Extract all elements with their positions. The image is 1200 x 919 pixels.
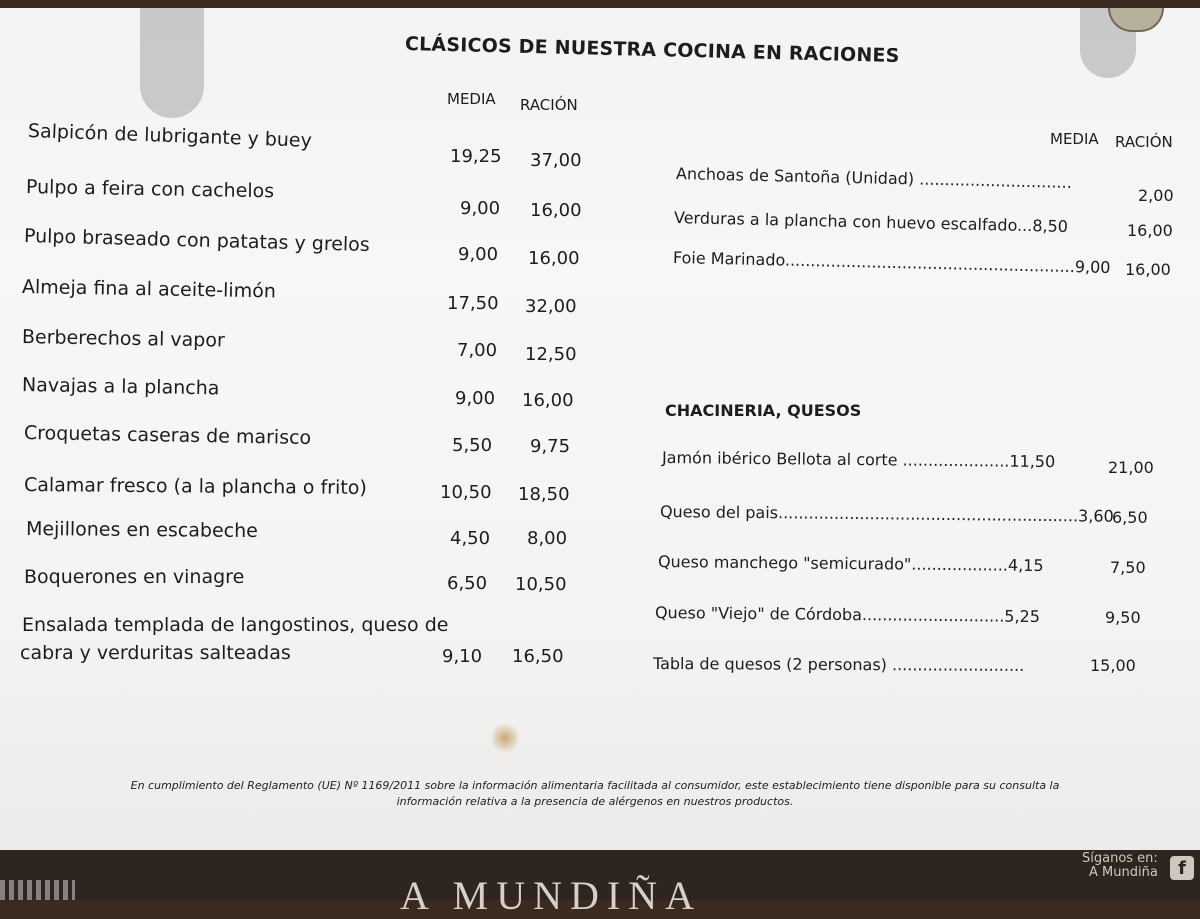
allergen-notice-line1: En cumplimiento del Reglamento (UE) Nº 1169/2011 sobre la información alimentaria facilitada al consumidor, este establecimiento tiene disponible para su consulta la — [130, 779, 1060, 792]
menu-item-racion: 16,00 — [1125, 260, 1171, 279]
menu-item-media: 10,50 — [440, 482, 492, 503]
menu-item-racion: 16,00 — [530, 200, 582, 221]
menu-item-media: 5,50 — [452, 435, 493, 456]
menu-item-media: 9,00 — [460, 198, 501, 219]
menu-title: CLÁSICOS DE NUESTRA COCINA EN RACIONES — [404, 33, 900, 68]
menu-item-name: Queso del pais...........................................................3,60 — [659, 502, 1114, 526]
header-media: MEDIA — [447, 90, 496, 108]
menu-item-name: Salpicón de lubrigante y buey — [27, 120, 313, 152]
menu-item-name: Pulpo braseado con patatas y grelos — [23, 225, 371, 257]
menu-sheet — [0, 8, 1200, 850]
menu-item-racion: 21,00 — [1108, 458, 1154, 477]
menu-item-racion: 16,50 — [512, 646, 564, 667]
menu-item-media: 7,00 — [457, 340, 498, 361]
menu-item-racion: 18,50 — [518, 484, 570, 505]
menu-item-media: 6,50 — [447, 573, 488, 594]
menu-item-name: Mejillones en escabeche — [25, 518, 258, 543]
menu-item-name: Calamar fresco (a la plancha o frito) — [23, 474, 367, 499]
menu-item-media: 9,00 — [458, 244, 499, 265]
menu-item-racion: 16,00 — [528, 248, 580, 269]
menu-item-name: Tabla de quesos (2 personas) .......................... — [652, 654, 1025, 675]
menu-item-racion: 16,00 — [1127, 221, 1173, 240]
menu-item-media: 4,50 — [450, 528, 491, 549]
menu-item-name: Queso manchego "semicurado"...................4,15 — [657, 552, 1044, 576]
menu-item-name: Foie Marinado.........................................................9,00 — [672, 248, 1111, 277]
menu-item-name: Verduras a la plancha con huevo escalfado...8,50 — [673, 208, 1069, 236]
section-title: CHACINERIA, QUESOS — [665, 401, 862, 420]
menu-item-name: Jamón ibérico Bellota al corte .....................11,50 — [661, 448, 1056, 472]
social-line1: Síganos en: — [1082, 851, 1158, 866]
stain — [490, 723, 520, 753]
menu-item-name: Ensalada templada de langostinos, queso de — [22, 614, 449, 636]
social-line2: A Mundiña — [1089, 865, 1158, 880]
menu-item-racion: 10,50 — [515, 574, 567, 595]
menu-item-racion: 9,75 — [530, 436, 571, 457]
menu-item-racion: 16,00 — [522, 390, 574, 411]
menu-item-racion: 32,00 — [525, 296, 577, 317]
brand-logo: A MUNDIÑA — [400, 873, 702, 918]
menu-item-name: Pulpo a feira con cachelos — [25, 176, 275, 203]
menu-item-name: Almeja fina al aceite-limón — [21, 276, 277, 303]
menu-item-media: 17,50 — [447, 293, 499, 314]
clip-shadow — [140, 8, 204, 118]
qr-code-icon — [0, 880, 75, 900]
allergen-notice — [40, 778, 1150, 810]
menu-item-racion: 9,50 — [1105, 608, 1141, 627]
header-media: MEDIA — [1050, 130, 1099, 148]
header-racion: RACIÓN — [1115, 133, 1173, 151]
menu-item-racion: 15,00 — [1090, 656, 1136, 675]
header-racion: RACIÓN — [520, 96, 578, 114]
menu-item-name: Navajas a la plancha — [21, 374, 220, 400]
facebook-icon: f — [1170, 856, 1194, 880]
menu-item-name: Boquerones en vinagre — [24, 566, 245, 588]
menu-item-racion: 8,00 — [527, 528, 568, 549]
menu-item-racion: 12,50 — [525, 344, 577, 365]
menu-item-name: Berberechos al vapor — [21, 326, 225, 352]
menu-item-racion: 37,00 — [530, 150, 582, 171]
menu-item-racion: 7,50 — [1110, 558, 1146, 577]
menu-item-name: Anchoas de Santoña (Unidad) .............................. — [675, 164, 1073, 192]
social-text — [1082, 852, 1158, 880]
menu-item-racion: 6,50 — [1112, 508, 1148, 527]
menu-item-name: Queso "Viejo" de Córdoba............................5,25 — [654, 603, 1041, 627]
allergen-notice-line2: información relativa a la presencia de alérgenos en nuestros productos. — [396, 795, 794, 808]
menu-item-media: 9,10 — [442, 646, 483, 667]
menu-item-media: 19,25 — [450, 146, 502, 167]
menu-item-media: 9,00 — [455, 388, 496, 409]
menu-item-name-cont: cabra y verduritas salteadas — [20, 642, 291, 664]
menu-item-racion: 2,00 — [1138, 186, 1174, 205]
menu-item-name: Croquetas caseras de marisco — [23, 422, 312, 450]
